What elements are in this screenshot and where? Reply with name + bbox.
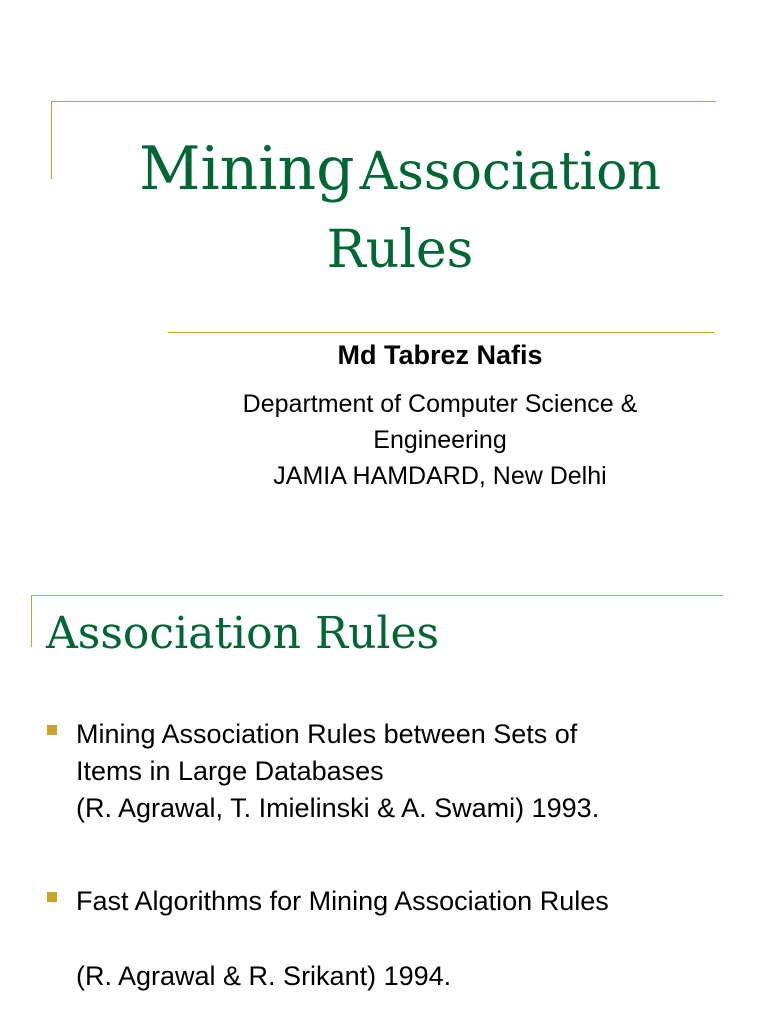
bullet-text [76,716,726,827]
bullet-text [76,883,726,995]
content-slide [0,560,768,1024]
title-word-rules: Rules [326,220,474,280]
title-word-association: Association [359,142,661,202]
bullet-line: (R. Agrawal, T. Imielinski & A. Swami) 1993. [76,793,600,823]
bullet-square-icon [47,725,57,735]
bullet-square-icon [47,892,57,902]
top-rule [31,595,723,596]
subtitle-rule [168,332,714,333]
left-rule [31,595,32,647]
author-name: Md Tabrez Nafis [337,340,543,370]
department-line-1: Department of Computer Science & [242,390,638,418]
left-rule [51,101,52,179]
title-word-mining: Mining [139,134,355,204]
bullet-line: Items in Large Databases [76,756,384,786]
top-rule [51,101,716,102]
slide-title: Association Rules [46,608,440,659]
slide-title [90,136,710,283]
bullet-line: Fast Algorithms for Mining Association Rules [76,886,609,916]
institution: JAMIA HAMDARD, New Delhi [273,462,607,490]
department [160,386,720,458]
bullet-line: Mining Association Rules between Sets of [76,719,578,749]
bullet-line: (R. Agrawal & R. Srikant) 1994. [76,961,452,991]
department-line-2: Engineering [373,426,507,454]
